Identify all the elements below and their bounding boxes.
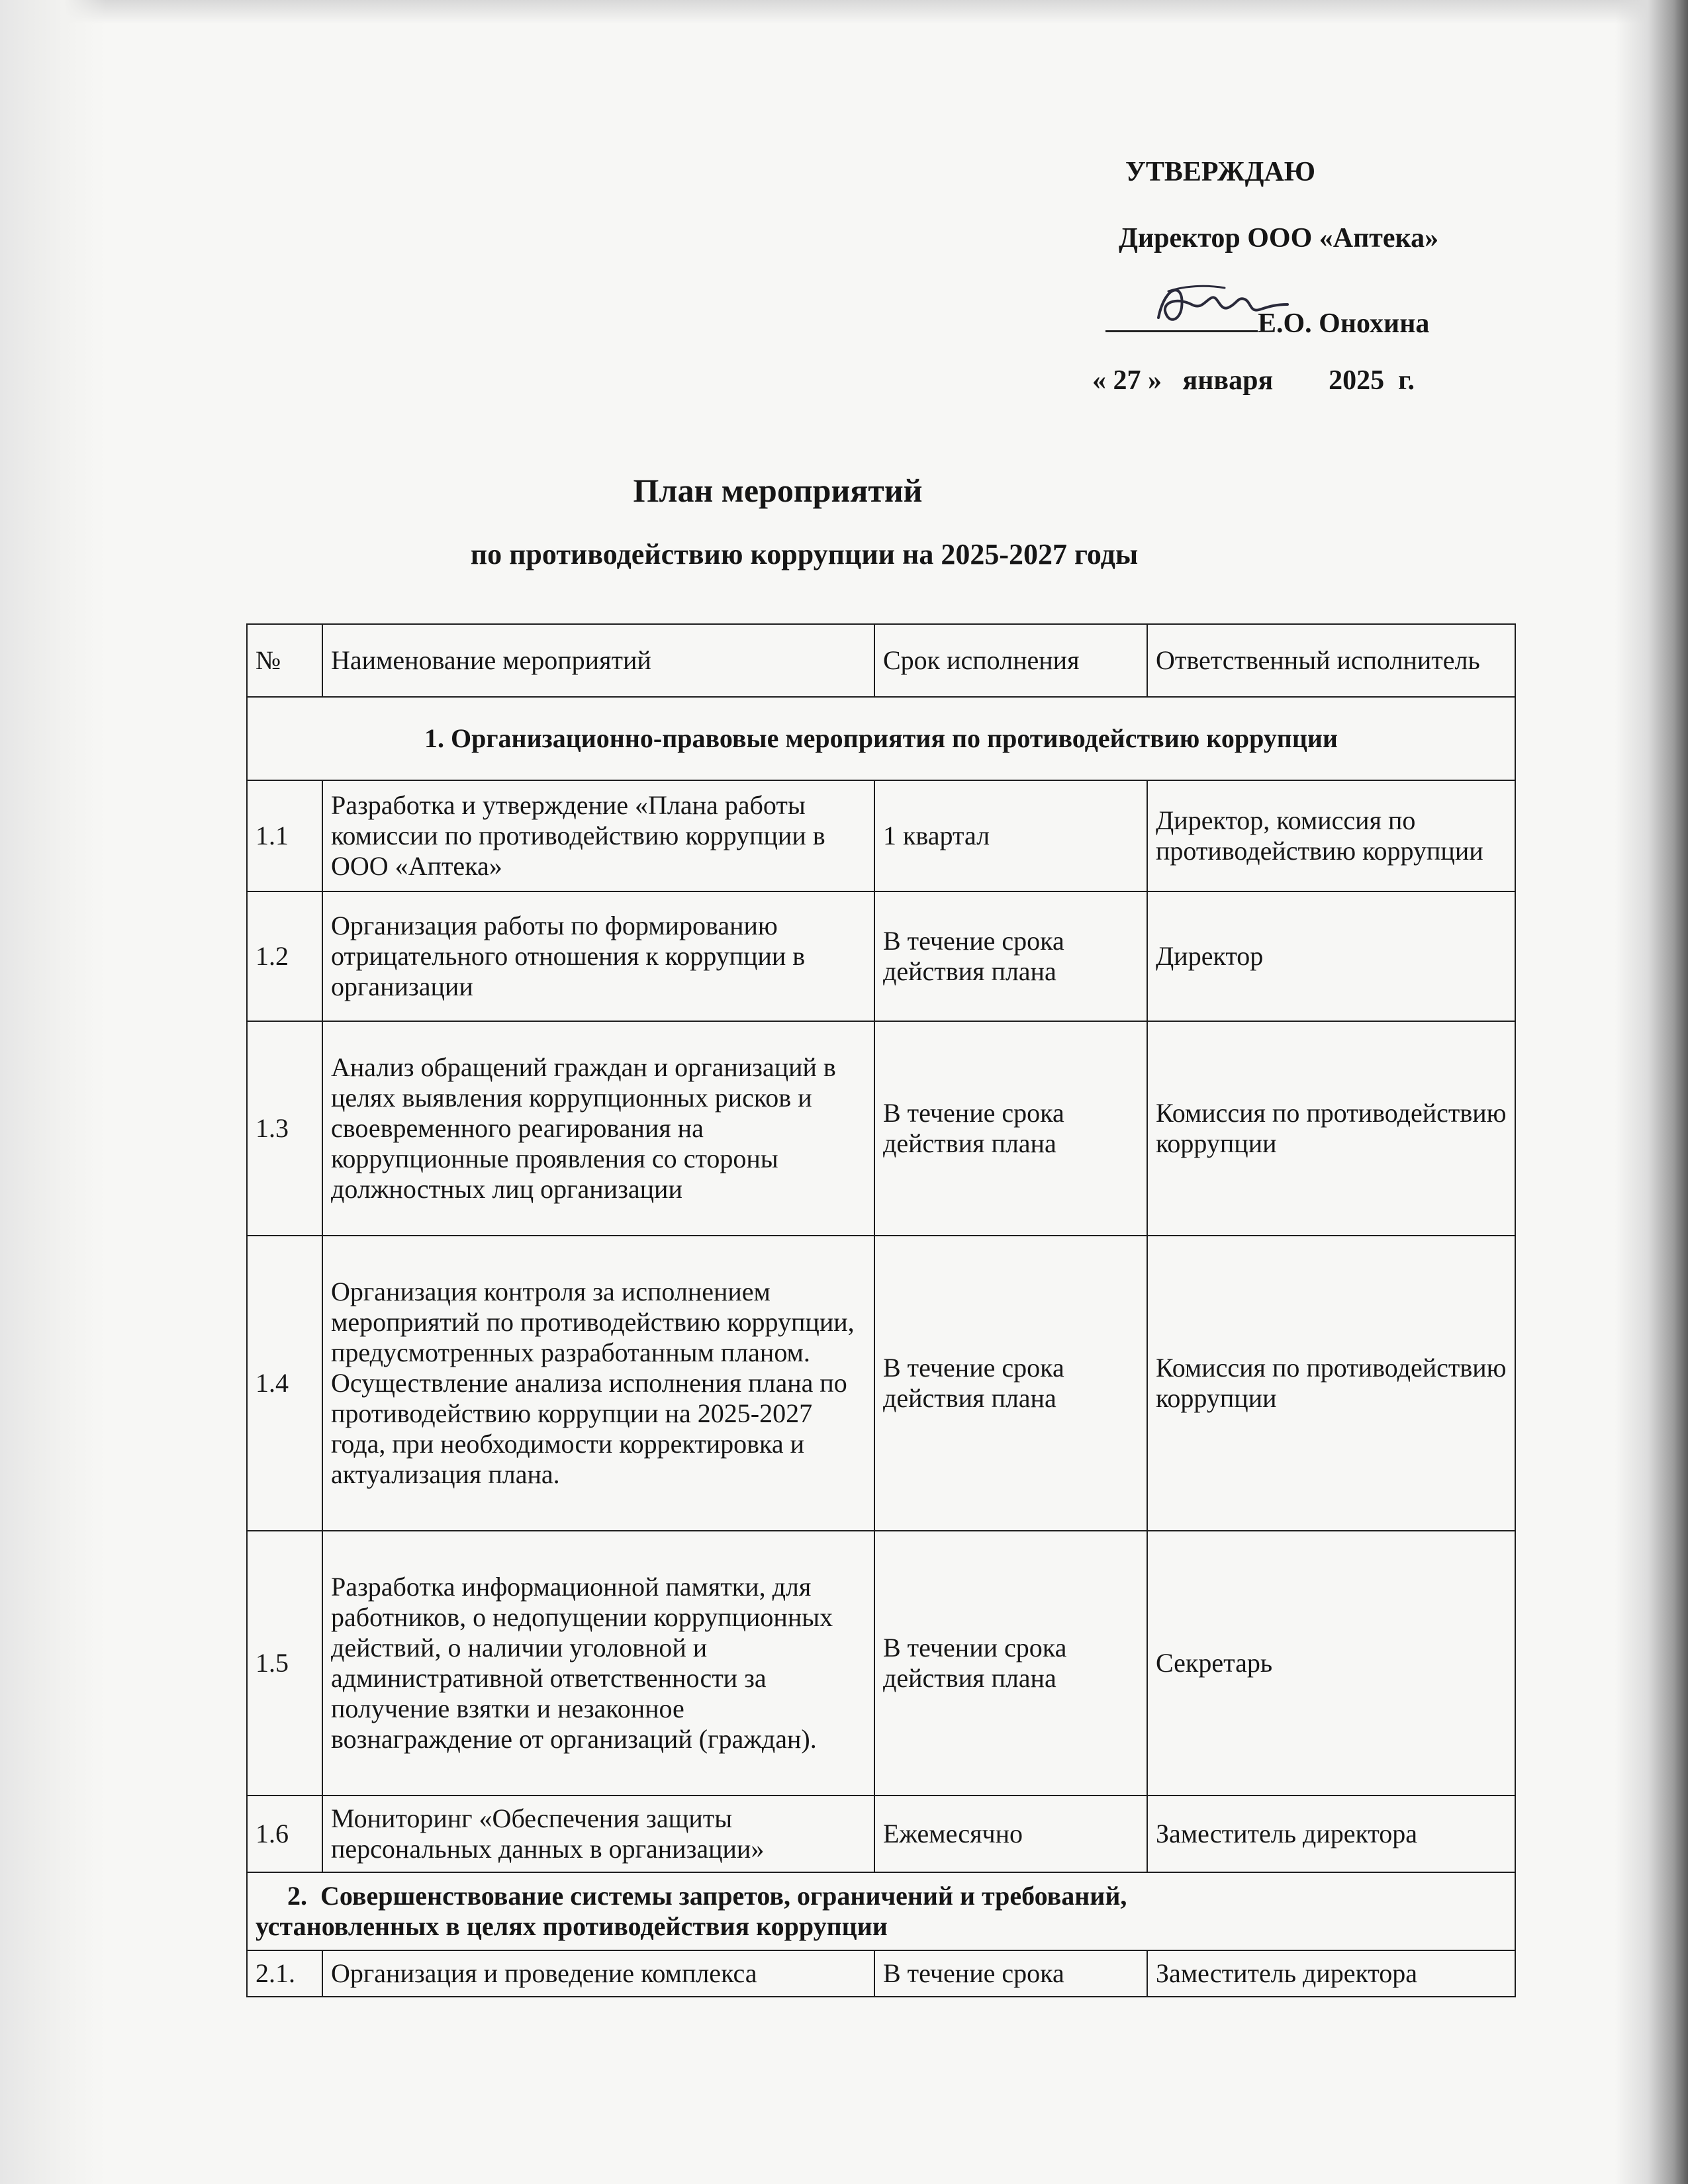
row-responsible: Заместитель директора (1147, 1950, 1515, 1997)
approval-date: « 27 » января 2025 г. (1092, 365, 1415, 396)
scan-edge-left (0, 0, 106, 2184)
row-responsible: Заместитель директора (1147, 1796, 1515, 1872)
plan-table (246, 623, 1516, 1997)
row-name: Организация контроля за исполнением мероприятий по противодействию коррупции, предусмотренных разработанным планом. Осуществление анализа исполнения плана по противодействию коррупции на 2025-2027 года, при необходимости корректировка и актуализация плана. (322, 1236, 874, 1531)
table-row (247, 1531, 1515, 1796)
approval-signer: Е.О. Онохина (1258, 308, 1430, 339)
row-num: 1.5 (247, 1531, 322, 1796)
row-name: Анализ обращений граждан и организаций в целях выявления коррупционных рисков и своевременного реагирования на коррупционные проявления со стороны должностных лиц организации (322, 1021, 874, 1236)
table-header-row (247, 624, 1515, 697)
row-deadline: В течение срока действия плана (874, 1236, 1147, 1531)
table-row (247, 1950, 1515, 1997)
document-title: План мероприятий (633, 472, 923, 509)
section-heading-1: 1. Организационно-правовые мероприятия по противодействию коррупции (247, 697, 1515, 780)
row-num: 1.2 (247, 891, 322, 1021)
section-row-1 (247, 697, 1515, 780)
section-heading-2-line2: установленных в целях противодействия коррупции (256, 1911, 888, 1941)
table-row (247, 891, 1515, 1021)
scan-edge-right (1615, 0, 1688, 2184)
approval-position: Директор ООО «Аптека» (1119, 223, 1439, 253)
table-row (247, 1236, 1515, 1531)
row-deadline: В течение срока действия плана (874, 891, 1147, 1021)
row-name: Разработка и утверждение «Плана работы комиссии по противодействию коррупции в ООО «Аптека» (322, 780, 874, 891)
row-responsible: Секретарь (1147, 1531, 1515, 1796)
document-subtitle: по противодействию коррупции на 2025-2027 годы (470, 538, 1139, 570)
approval-title: УТВЕРЖДАЮ (1125, 157, 1316, 187)
scan-edge-top (0, 0, 1688, 24)
section-heading-2 (247, 1872, 1515, 1950)
row-num: 1.1 (247, 780, 322, 891)
row-responsible: Директор, комиссия по противодействию коррупции (1147, 780, 1515, 891)
table-row (247, 1796, 1515, 1872)
table-row (247, 780, 1515, 891)
row-deadline: В течении срока действия плана (874, 1531, 1147, 1796)
header-num: № (247, 624, 322, 697)
header-responsible: Ответственный исполнитель (1147, 624, 1515, 697)
section-row-2 (247, 1872, 1515, 1950)
row-num: 1.3 (247, 1021, 322, 1236)
row-deadline: В течение срока действия плана (874, 1021, 1147, 1236)
row-deadline: В течение срока (874, 1950, 1147, 1997)
row-num: 1.6 (247, 1796, 322, 1872)
row-name: Мониторинг «Обеспечения защиты персональных данных в организации» (322, 1796, 874, 1872)
header-name: Наименование мероприятий (322, 624, 874, 697)
row-deadline: 1 квартал (874, 780, 1147, 891)
row-name: Организация работы по формированию отрицательного отношения к коррупции в организации (322, 891, 874, 1021)
table-row (247, 1021, 1515, 1236)
row-responsible: Комиссия по противодействию коррупции (1147, 1236, 1515, 1531)
handwritten-signature (1145, 271, 1291, 334)
section-heading-2-line1: 2. Совершенствование системы запретов, ограничений и требований, (287, 1881, 1127, 1911)
row-name: Разработка информационной памятки, для работников, о недопущении коррупционных действий, о наличии уголовной и административной ответственности за получение взятки и незаконное вознаграждение от организаций (граждан). (322, 1531, 874, 1796)
row-num: 1.4 (247, 1236, 322, 1531)
row-deadline: Ежемесячно (874, 1796, 1147, 1872)
header-deadline: Срок исполнения (874, 624, 1147, 697)
row-responsible: Директор (1147, 891, 1515, 1021)
row-num: 2.1. (247, 1950, 322, 1997)
row-name: Организация и проведение комплекса (322, 1950, 874, 1997)
row-responsible: Комиссия по противодействию коррупции (1147, 1021, 1515, 1236)
